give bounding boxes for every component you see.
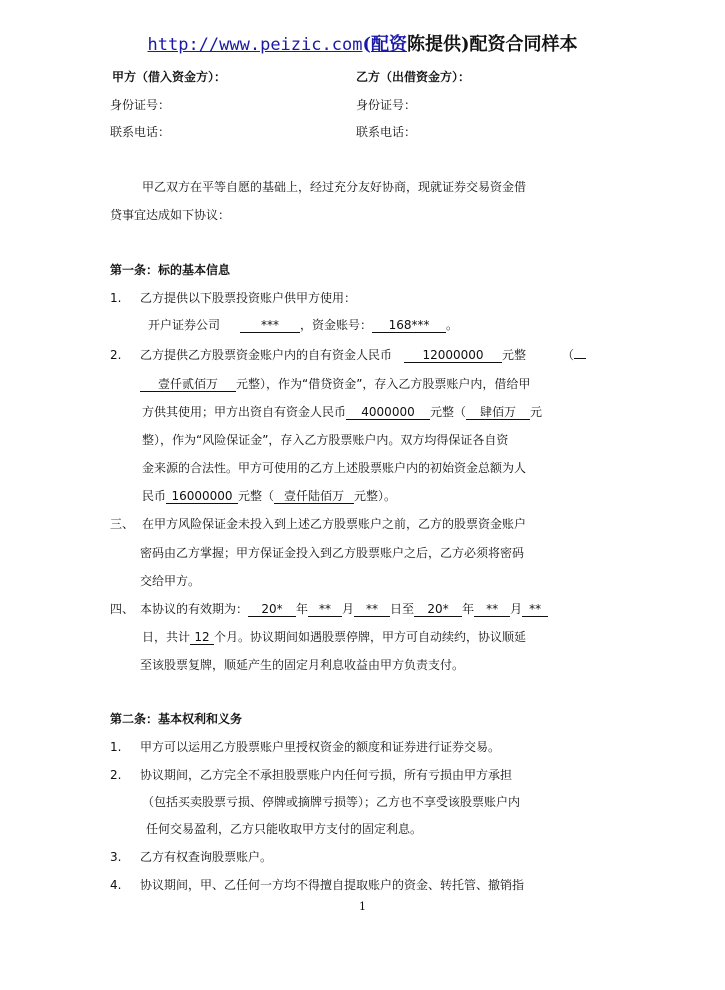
header-link-text[interactable]: 配资: [370, 34, 407, 55]
account-label: ，资金账号：: [300, 318, 373, 332]
item-2-text-c: （: [562, 348, 575, 362]
margin-amount-chinese: 肆佰万: [466, 406, 530, 420]
article-1-item-4-line-2: [142, 630, 526, 645]
total-amount-chinese: 壹仟陆佰万: [274, 490, 354, 504]
page-header: [0, 30, 725, 56]
item-2-text-l: 元整）。: [354, 489, 397, 503]
article-1-title: 第一条：标的基本信息: [110, 263, 231, 277]
item-2-text-g: 元: [530, 405, 543, 419]
article-1-item-2-line-3: [142, 405, 542, 420]
article-1-item-1-text: 乙方提供以下股票投资账户供甲方使用：: [140, 291, 357, 305]
article-2-item-1-number: 1.: [110, 740, 122, 754]
day-to-word: 日至: [390, 602, 415, 616]
item-4-text-c: 个月。协议期间如遇股票停牌，甲方可自动续约，协议顺延: [214, 630, 527, 644]
month-word-2: 月: [510, 602, 523, 616]
start-day: **: [354, 603, 390, 617]
broker-value: ***: [240, 319, 300, 333]
article-2-item-2-line-3: 任何交易盈利，乙方只能收取甲方支付的固定利息。: [146, 822, 423, 836]
start-year: 20*: [248, 603, 296, 617]
id-b-label: 身份证号：: [356, 98, 417, 112]
article-1-item-4-line-1: [140, 602, 548, 617]
total-months: 12: [190, 631, 214, 645]
article-1-item-3-line-3: 交给甲方。: [140, 574, 201, 588]
article-1-item-3-line-1: 在甲方风险保证金未投入到上述乙方股票账户之前，乙方的股票资金账户: [142, 517, 527, 531]
item-2-text-a: 乙方提供乙方股票资金账户内的自有资金人民币: [140, 348, 393, 362]
item-2-text-d: 元整），作为“借贷资金”，存入乙方股票账户内，借给甲: [236, 377, 531, 391]
article-1-item-1-account-line: [148, 318, 458, 333]
borrow-amount: 12000000: [404, 349, 502, 363]
end-day: **: [522, 603, 548, 617]
start-month: **: [308, 603, 342, 617]
article-1-item-2-line-1: [140, 348, 586, 363]
item-2-text-b: 元整: [502, 348, 527, 362]
article-2-item-2-line-1: 协议期间，乙方完全不承担股票账户内任何亏损，所有亏损由甲方承担: [140, 768, 513, 782]
article-2-item-2-line-2: （包括买卖股票亏损、停牌或摘牌亏损等）；乙方也不享受该股票账户内: [142, 795, 521, 809]
end-year: 20*: [414, 603, 462, 617]
margin-amount: 4000000: [346, 406, 430, 420]
item-2-blank: [574, 358, 586, 359]
article-2-item-4-number: 4.: [110, 878, 122, 892]
account-value: 168***: [372, 319, 446, 333]
end-month: **: [474, 603, 510, 617]
article-1-item-2-number: 2.: [110, 348, 122, 362]
item-2-text-k: 元整（: [238, 489, 275, 503]
article-1-item-3-number: 三、: [110, 517, 135, 531]
item-2-text-j: 民币: [142, 489, 167, 503]
borrow-amount-chinese: 壹仟贰佰万: [140, 378, 236, 392]
year-word-1: 年: [296, 602, 309, 616]
total-months-label: 日，共计: [142, 630, 191, 644]
header-url-link[interactable]: http://www.peizic.com: [147, 35, 363, 55]
broker-label: 开户证券公司: [148, 318, 221, 332]
article-1-item-2-line-6: [142, 489, 396, 504]
validity-label: 本协议的有效期为：: [140, 602, 249, 616]
intro-line-2: 贷事宜达成如下协议：: [110, 208, 231, 222]
item-2-text-f: 元整（: [430, 405, 467, 419]
phone-a-label: 联系电话：: [110, 125, 171, 139]
article-1-item-3-line-2: 密码由乙方掌握；甲方保证金投入到乙方股票账户之后，乙方必须将密码: [140, 546, 525, 560]
article-2-item-3-text: 乙方有权查询股票账户。: [140, 850, 273, 864]
article-1-item-2-line-2: [140, 377, 530, 392]
account-end: 。: [446, 318, 459, 332]
id-a-label: 身份证号：: [110, 98, 171, 112]
article-1-item-2-line-4: 整），作为“风险保证金”，存入乙方股票账户内。双方均得保证各自资: [142, 433, 509, 447]
article-2-item-4-text: 协议期间，甲、乙任何一方均不得擅自提取账户的资金、转托管、撤销指: [140, 878, 525, 892]
article-2-title: 第二条：基本权利和义务: [110, 712, 243, 726]
article-1-item-1-number: 1.: [110, 291, 122, 305]
article-2-item-3-number: 3.: [110, 850, 122, 864]
article-2-item-2-number: 2.: [110, 768, 122, 782]
page-number: 1: [359, 900, 366, 913]
party-b-label: 乙方（出借资金方）：: [356, 70, 471, 84]
year-word-2: 年: [462, 602, 475, 616]
header-title-rest: 陈提供)配资合同样本: [406, 34, 578, 55]
item-2-text-e: 方供其使用；甲方出资自有资金人民币: [142, 405, 347, 419]
party-a-label: 甲方（借入资金方）：: [112, 70, 227, 84]
phone-b-label: 联系电话：: [356, 125, 417, 139]
article-1-item-4-number: 四、: [110, 602, 135, 616]
header-open-paren: (: [362, 34, 371, 55]
article-1-item-4-line-3: 至该股票复牌，顺延产生的固定月利息收益由甲方负责支付。: [140, 658, 465, 672]
month-word-1: 月: [342, 602, 355, 616]
intro-line-1: 甲乙双方在平等自愿的基础上，经过充分友好协商，现就证券交易资金借: [142, 180, 527, 194]
article-2-item-1-text: 甲方可以运用乙方股票账户里授权资金的额度和证券进行证券交易。: [140, 740, 501, 754]
total-amount: 16000000: [166, 490, 238, 504]
article-1-item-2-line-5: 金来源的合法性。甲方可使用的乙方上述股票账户内的初始资金总额为人: [142, 461, 527, 475]
